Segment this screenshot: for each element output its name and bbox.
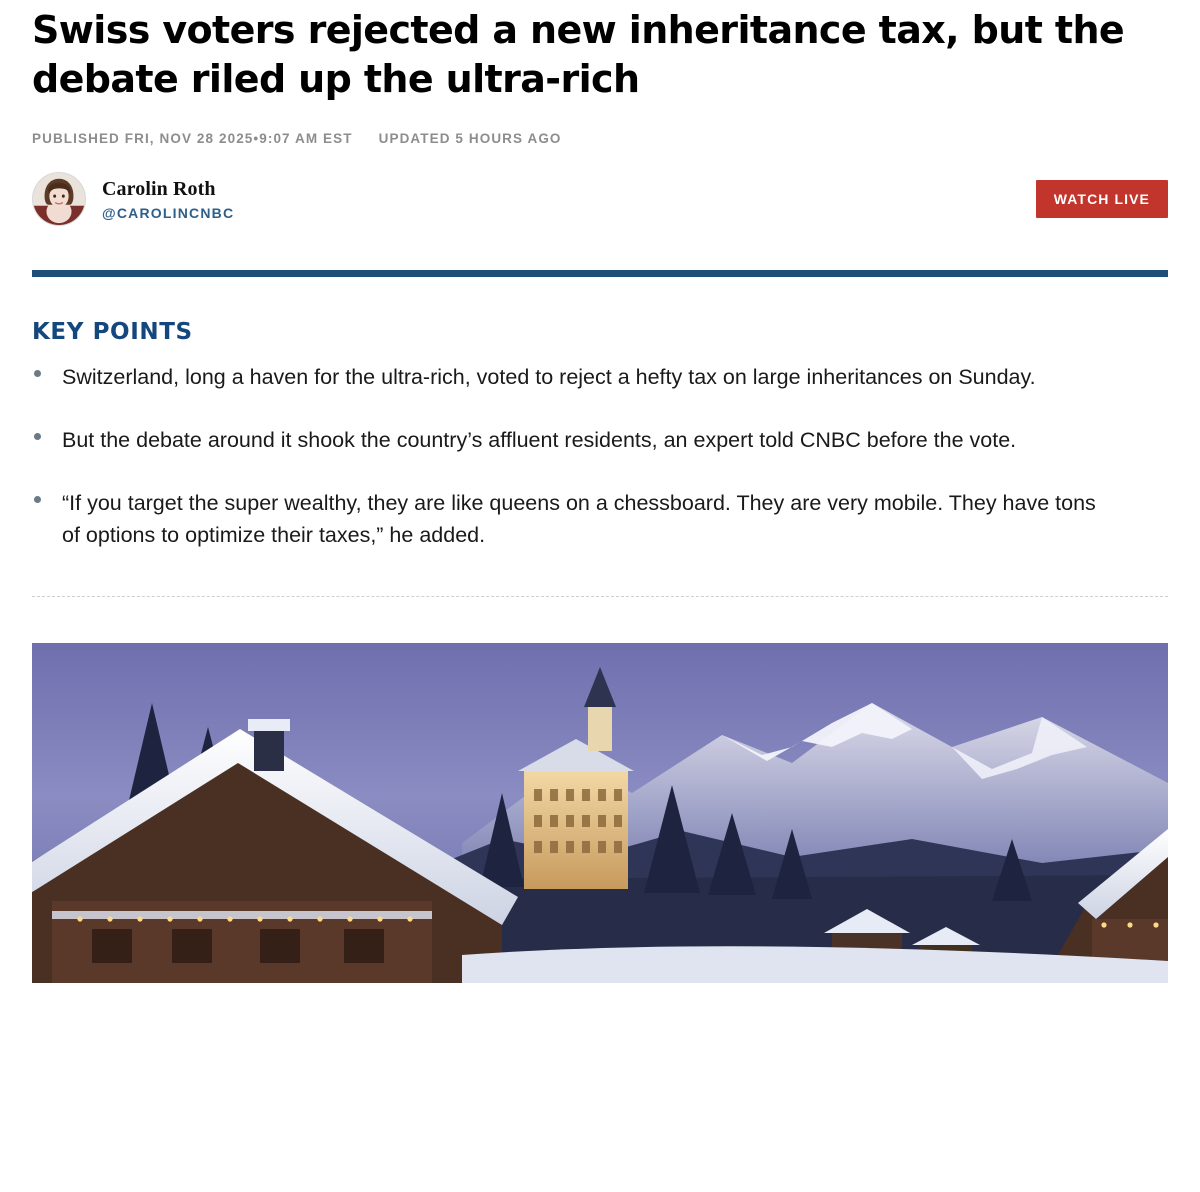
article-body: [0, 0, 1200, 226]
author-handle[interactable]: @CAROLINCNBC: [102, 204, 235, 221]
key-point-text: But the debate around it shook the country’s affluent residents, an expert told CNBC before the vote.: [62, 427, 1017, 452]
section-divider-bar: [32, 270, 1168, 277]
list-item: [32, 487, 1112, 552]
updated-timestamp: UPDATED 5 HOURS AGO: [378, 131, 562, 147]
list-item: [32, 424, 1112, 457]
bullet-icon: [34, 370, 41, 377]
article-meta: [32, 131, 1168, 146]
author-row: [32, 172, 1168, 226]
author-text: [102, 177, 234, 222]
key-points-title: KEY POINTS: [32, 319, 193, 346]
content-divider: [32, 596, 1168, 597]
hero-image: [32, 643, 1168, 983]
watch-live-button[interactable]: WATCH LIVE: [1036, 180, 1168, 218]
list-item: [32, 361, 1112, 394]
author-name: Carolin Roth: [102, 177, 216, 200]
key-point-text: “If you target the super wealthy, they are like queens on a chessboard. They are very mobile. They have tons of options to optimize their taxes,” he added.: [62, 490, 1096, 548]
key-point-text: Switzerland, long a haven for the ultra-rich, voted to reject a hefty tax on large inheritances on Sunday.: [62, 365, 1036, 390]
bullet-icon: [34, 496, 41, 503]
key-points-list: [32, 361, 1168, 552]
published-timestamp: PUBLISHED FRI, NOV 28 2025•9:07 AM EST: [32, 131, 353, 147]
key-points-section: [32, 319, 1168, 552]
avatar: [32, 172, 86, 226]
page-title: Swiss voters rejected a new inheritance tax, but the debate riled up the ultra-rich: [32, 8, 1125, 101]
author-info[interactable]: [32, 172, 234, 226]
bullet-icon: [34, 433, 41, 440]
